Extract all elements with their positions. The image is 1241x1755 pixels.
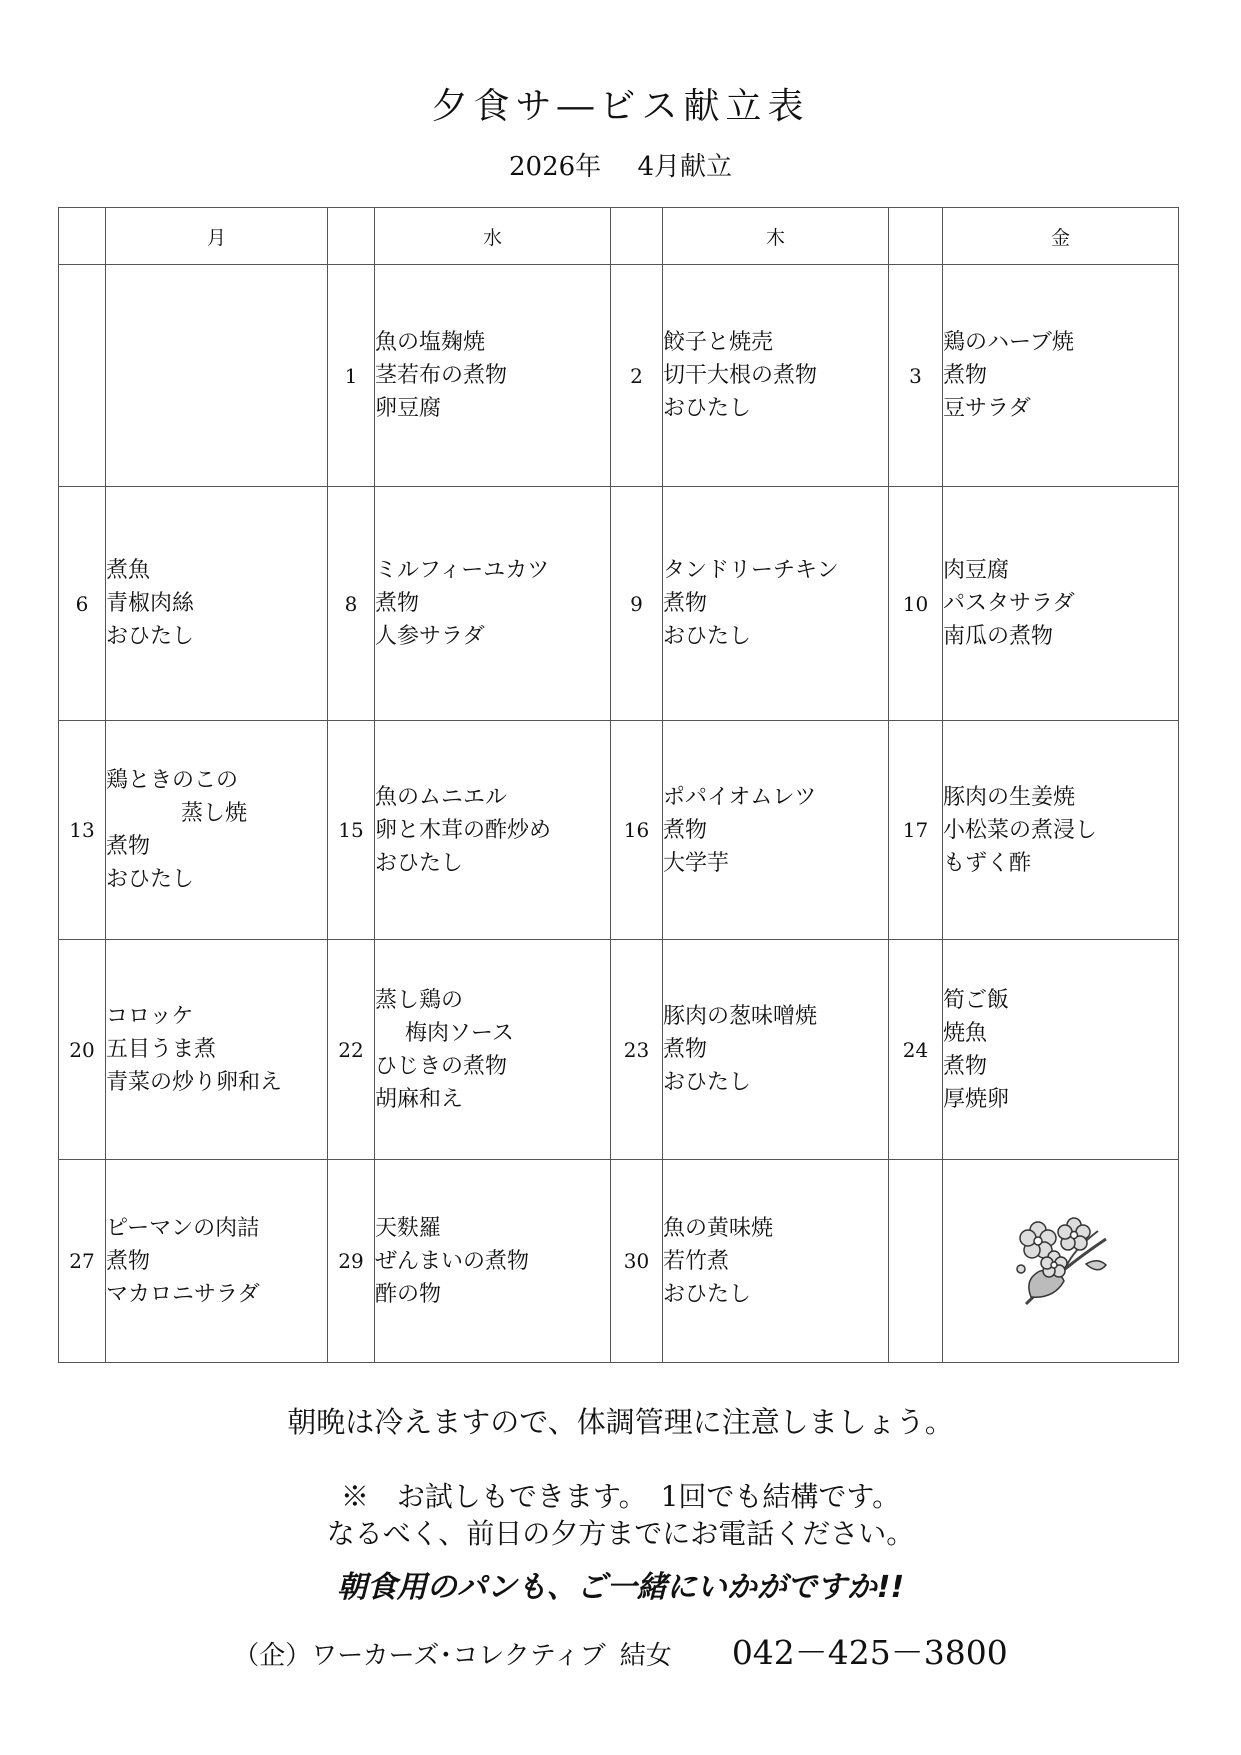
dish-item: 煮物 xyxy=(663,591,708,616)
dish-item: 酢の物 xyxy=(375,1281,442,1307)
day-number: 13 xyxy=(59,721,106,940)
menu-cell xyxy=(375,265,611,487)
dish-item: ミルフィーユカツ xyxy=(375,558,550,583)
dish-item: 若竹煮 xyxy=(663,1248,730,1274)
dish-item: 鶏ときのこの xyxy=(106,768,239,793)
menu-cell xyxy=(375,1160,611,1363)
day-number: 27 xyxy=(59,1160,106,1363)
bread-promo: 朝食用のパンも、ご一緒にいかがですか!! xyxy=(336,1570,905,1605)
dish-item: 小松菜の煮浸し xyxy=(943,817,1098,843)
page-title: 夕食サ―ビス献立表 xyxy=(431,86,810,127)
day-number: 1 xyxy=(328,265,375,487)
day-number xyxy=(59,265,106,487)
day-number: 30 xyxy=(611,1160,663,1363)
dish-item: おひたし xyxy=(106,867,195,892)
dish-item: 煮物 xyxy=(106,1248,151,1274)
dish-item: 茎若布の煮物 xyxy=(375,363,508,388)
menu-cell xyxy=(106,940,328,1160)
dish-item: 豆サラダ xyxy=(943,396,1031,421)
dish-item: 肉豆腐 xyxy=(943,558,1010,583)
dish-item: 魚のムニエル xyxy=(375,784,508,810)
week-row xyxy=(59,265,1179,487)
dish-item: 卵と木茸の酢炒め xyxy=(375,817,552,843)
dish-item: おひたし xyxy=(663,1281,752,1307)
dish-item: 煮魚 xyxy=(106,558,151,583)
menu-cell xyxy=(943,721,1179,940)
dish-item: おひたし xyxy=(663,396,752,421)
menu-cell xyxy=(375,721,611,940)
dish-item: 煮物 xyxy=(375,591,420,616)
dish-item: 蒸し焼 xyxy=(181,801,248,826)
decoration-cell xyxy=(943,1160,1179,1363)
dish-item: 煮物 xyxy=(663,1037,708,1062)
order-notice xyxy=(0,1478,1241,1552)
dish-item: 胡麻和え xyxy=(375,1086,464,1112)
day-number: 22 xyxy=(328,940,375,1160)
day-number: 20 xyxy=(59,940,106,1160)
menu-cell xyxy=(663,487,889,721)
dish-item: 煮物 xyxy=(943,363,988,388)
footer xyxy=(0,1627,1241,1674)
menu-cell xyxy=(663,940,889,1160)
day-number: 2 xyxy=(611,265,663,487)
dish-item: 天麩羅 xyxy=(375,1215,442,1241)
day-number: 8 xyxy=(328,487,375,721)
menu-cell xyxy=(375,940,611,1160)
dish-item: 煮物 xyxy=(663,817,708,843)
group-name: 結女 xyxy=(619,1641,672,1671)
organization-name: （企）ワーカーズ･コレクティブ xyxy=(233,1641,606,1671)
week-row xyxy=(59,940,1179,1160)
dish-item: 卵豆腐 xyxy=(375,396,442,421)
dish-item: ポパイオムレツ xyxy=(663,784,817,810)
dish-item: パスタサラダ xyxy=(943,591,1075,616)
trial-notice: ※ お試しもできます。 1回でも結構です。 xyxy=(340,1480,901,1513)
dish-item: 魚の塩麹焼 xyxy=(375,330,486,355)
dish-item: 煮物 xyxy=(106,834,151,859)
dish-item: コロッケ xyxy=(106,1004,194,1029)
dish-item: 五目うま煮 xyxy=(106,1037,217,1062)
dish-item: ピーマンの肉詰 xyxy=(106,1215,260,1241)
health-notice: 朝晩は冷えますので、体調管理に注意しましょう。 xyxy=(287,1405,954,1439)
day-number: 9 xyxy=(611,487,663,721)
dish-item: ひじきの煮物 xyxy=(375,1053,508,1079)
menu-cell xyxy=(106,721,328,940)
weekday-mon: 月 xyxy=(106,208,328,265)
menu-cell xyxy=(106,487,328,721)
day-number: 10 xyxy=(889,487,943,721)
menu-year: 2026年 xyxy=(509,152,602,182)
menu-cell xyxy=(943,940,1179,1160)
menu-cell xyxy=(943,487,1179,721)
dish-item: タンドリーチキン xyxy=(663,558,839,583)
day-number: 23 xyxy=(611,940,663,1160)
week-row xyxy=(59,721,1179,940)
day-number: 15 xyxy=(328,721,375,940)
weekday-thu: 木 xyxy=(663,208,889,265)
dish-item: 南瓜の煮物 xyxy=(943,624,1054,649)
dish-item: 切干大根の煮物 xyxy=(663,363,818,388)
cherry-blossom-icon xyxy=(1006,1209,1116,1309)
week-row xyxy=(59,487,1179,721)
weekday-wed: 水 xyxy=(375,208,611,265)
day-number: 29 xyxy=(328,1160,375,1363)
dish-item: 煮物 xyxy=(943,1053,988,1079)
dish-item: おひたし xyxy=(663,1070,752,1095)
menu-cell xyxy=(375,487,611,721)
dish-item: 厚焼卵 xyxy=(943,1086,1010,1112)
menu-period xyxy=(0,146,1241,183)
dish-item: おひたし xyxy=(106,624,195,649)
dish-item: 魚の黄味焼 xyxy=(663,1215,774,1241)
week-row xyxy=(59,1160,1179,1363)
weekday-fri: 金 xyxy=(943,208,1179,265)
menu-cell xyxy=(663,1160,889,1363)
menu-table xyxy=(58,207,1179,1363)
day-number: 3 xyxy=(889,265,943,487)
menu-cell xyxy=(663,721,889,940)
call-notice: なるべく、前日の夕方までにお電話ください。 xyxy=(326,1517,915,1550)
dish-item: ぜんまいの煮物 xyxy=(375,1248,530,1274)
day-number: 17 xyxy=(889,721,943,940)
dish-item: 豚肉の葱味噌焼 xyxy=(663,1004,818,1029)
day-number: 6 xyxy=(59,487,106,721)
dish-item: 鶏のハーブ焼 xyxy=(943,330,1074,355)
dish-item: 餃子と焼売 xyxy=(663,330,774,355)
dish-item: 筍ご飯 xyxy=(943,987,1010,1013)
dish-item: 大学芋 xyxy=(663,850,730,876)
dish-item: 蒸し鶏の xyxy=(375,987,464,1013)
dish-item: マカロニサラダ xyxy=(106,1281,260,1307)
menu-cell xyxy=(663,265,889,487)
dish-item: おひたし xyxy=(663,624,752,649)
day-number xyxy=(889,1160,943,1363)
dish-item: 焼魚 xyxy=(943,1020,988,1046)
weekday-header-row xyxy=(59,208,1179,265)
dish-item: 青椒肉絲 xyxy=(106,591,195,616)
day-number: 24 xyxy=(889,940,943,1160)
dish-item: 人参サラダ xyxy=(375,624,485,649)
dish-item: 梅肉ソース xyxy=(405,1020,514,1046)
menu-cell xyxy=(106,265,328,487)
dish-item: 青菜の炒り卵和え xyxy=(106,1070,283,1095)
day-number: 16 xyxy=(611,721,663,940)
phone-number: 042－425－3800 xyxy=(731,1633,1008,1672)
dish-item: もずく酢 xyxy=(943,850,1032,876)
menu-cell xyxy=(106,1160,328,1363)
dish-item: 豚肉の生姜焼 xyxy=(943,784,1076,810)
dish-item: おひたし xyxy=(375,850,464,876)
menu-month: 4月献立 xyxy=(637,152,732,182)
menu-cell xyxy=(943,265,1179,487)
